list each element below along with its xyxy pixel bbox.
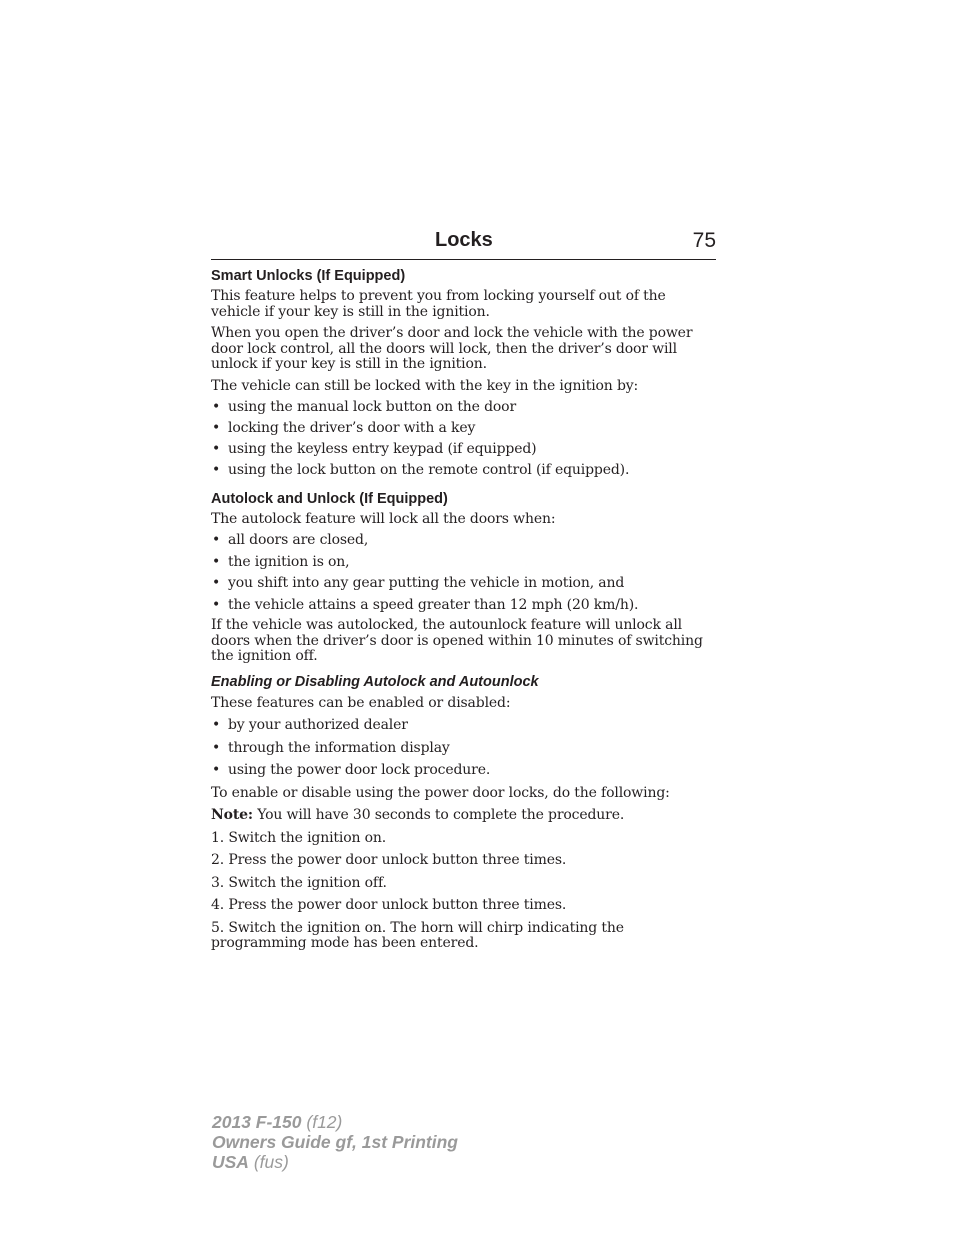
bullet-icon: • xyxy=(212,553,221,570)
step: 4. Press the power door unlock button three times. xyxy=(211,897,567,913)
paragraph: These features can be enabled or disabled: xyxy=(211,694,511,711)
heading-autolock: Autolock and Unlock (If Equipped) xyxy=(211,490,448,507)
page-header xyxy=(211,228,716,260)
bullet-list xyxy=(211,400,719,479)
list-item: • locking the driver’s door with a key xyxy=(212,420,476,436)
bullet-list xyxy=(211,718,719,779)
note xyxy=(211,808,719,824)
paragraph: To enable or disable using the power door locks, do the following: xyxy=(211,784,670,801)
paragraph: This feature helps to prevent you from locking yourself out of the vehicle if your key is still in the ignition. xyxy=(211,288,666,320)
paragraph: The vehicle can still be locked with the key in the ignition by: xyxy=(211,377,639,394)
step: 2. Press the power door unlock button three times. xyxy=(211,852,567,868)
paragraph: When you open the driver’s door and lock the vehicle with the power door lock control, all the doors will lock, then the driver’s door will unlock if your key is still in the ignition. xyxy=(211,325,693,372)
bullet-list xyxy=(211,533,719,613)
list-item: • using the manual lock button on the door xyxy=(212,399,517,415)
step: 3. Switch the ignition off. xyxy=(211,874,387,891)
list-item: • using the power door lock procedure. xyxy=(212,762,491,778)
page-number: 75 xyxy=(692,229,716,252)
footer-guide-line: Owners Guide gf, 1st Printing xyxy=(212,1132,458,1152)
list-item: • the ignition is on, xyxy=(212,553,350,570)
footer-region-line: USA (fus) xyxy=(212,1152,289,1172)
bullet-icon: • xyxy=(212,739,221,756)
bullet-icon: • xyxy=(212,420,221,436)
bullet-icon: • xyxy=(212,441,221,457)
page-content xyxy=(211,267,719,952)
footer-model-line: 2013 F-150 (f12) xyxy=(212,1112,343,1132)
bullet-icon: • xyxy=(212,399,221,415)
bullet-icon: • xyxy=(212,532,221,548)
list-item: • using the lock button on the remote control (if equipped). xyxy=(212,462,630,478)
list-item: • by your authorized dealer xyxy=(212,717,408,733)
list-item: • the vehicle attains a speed greater than 12 mph (20 km/h). xyxy=(212,596,639,613)
bullet-icon: • xyxy=(212,575,221,591)
list-item: • through the information display xyxy=(212,739,450,756)
list-item: • using the keyless entry keypad (if equipped) xyxy=(212,441,537,457)
step: 1. Switch the ignition on. xyxy=(211,829,387,846)
list-item: • you shift into any gear putting the vehicle in motion, and xyxy=(212,575,625,591)
bullet-icon: • xyxy=(212,762,221,778)
page-footer xyxy=(212,1112,458,1172)
paragraph: The autolock feature will lock all the doors when: xyxy=(211,510,556,527)
bullet-icon: • xyxy=(212,717,221,733)
list-item: • all doors are closed, xyxy=(212,532,369,548)
bullet-icon: • xyxy=(212,462,221,478)
chapter-title: Locks xyxy=(435,229,493,251)
paragraph: If the vehicle was autolocked, the autounlock feature will unlock all doors when the driver’s door is opened within 10 minutes of switching the ignition off. xyxy=(211,617,703,664)
bullet-icon: • xyxy=(212,596,221,613)
heading-smart-unlocks: Smart Unlocks (If Equipped) xyxy=(211,268,406,284)
step: 5. Switch the ignition on. The horn will chirp indicating the programming mode has been entered. xyxy=(211,919,624,951)
note-text: You will have 30 seconds to complete the procedure. xyxy=(252,807,625,823)
note-label: Note: xyxy=(211,807,253,823)
heading-enabling: Enabling or Disabling Autolock and Autounlock xyxy=(211,673,539,690)
